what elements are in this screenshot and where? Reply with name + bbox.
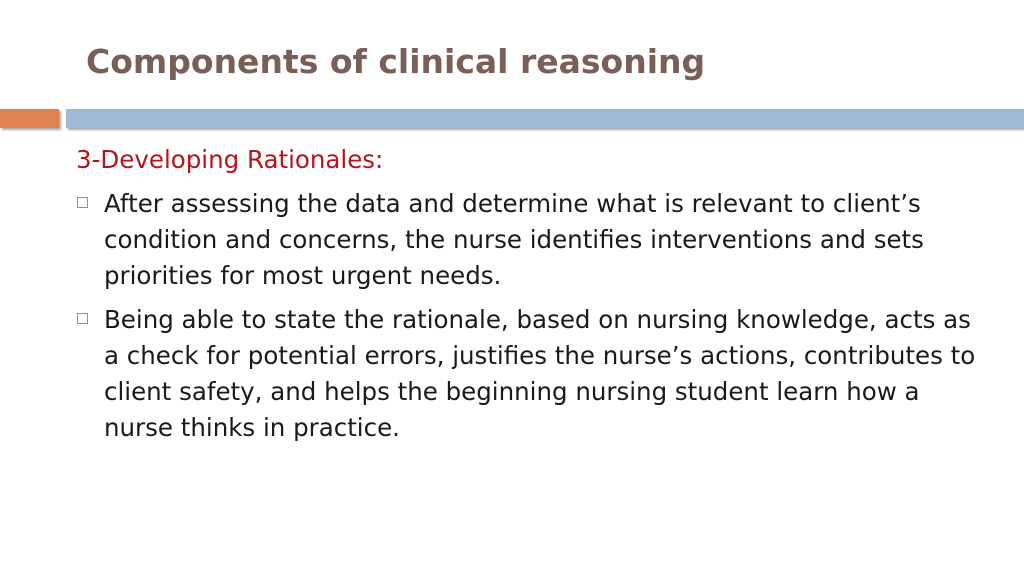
bullet-item xyxy=(76,186,976,294)
accent-bar-orange xyxy=(0,109,59,128)
hollow-square-icon xyxy=(77,313,88,324)
accent-bar-blue xyxy=(66,109,1024,128)
slide-content xyxy=(76,141,976,454)
hollow-square-icon xyxy=(77,197,88,208)
bullet-text: Being able to state the rationale, based on nursing knowledge, acts as a check for potential errors, justifies the nurse’s actions, contributes to client safety, and helps the beginning nursing student learn how a nurse thinks in practice. xyxy=(104,305,976,442)
section-subheading: 3-Developing Rationales: xyxy=(76,145,384,174)
bullet-list xyxy=(76,186,976,446)
bullet-item xyxy=(76,302,976,446)
bullet-text: After assessing the data and determine what is relevant to client’s condition and concerns, the nurse identifies interventions and sets priorities for most urgent needs. xyxy=(104,189,924,290)
slide-title: Components of clinical reasoning xyxy=(86,42,706,81)
